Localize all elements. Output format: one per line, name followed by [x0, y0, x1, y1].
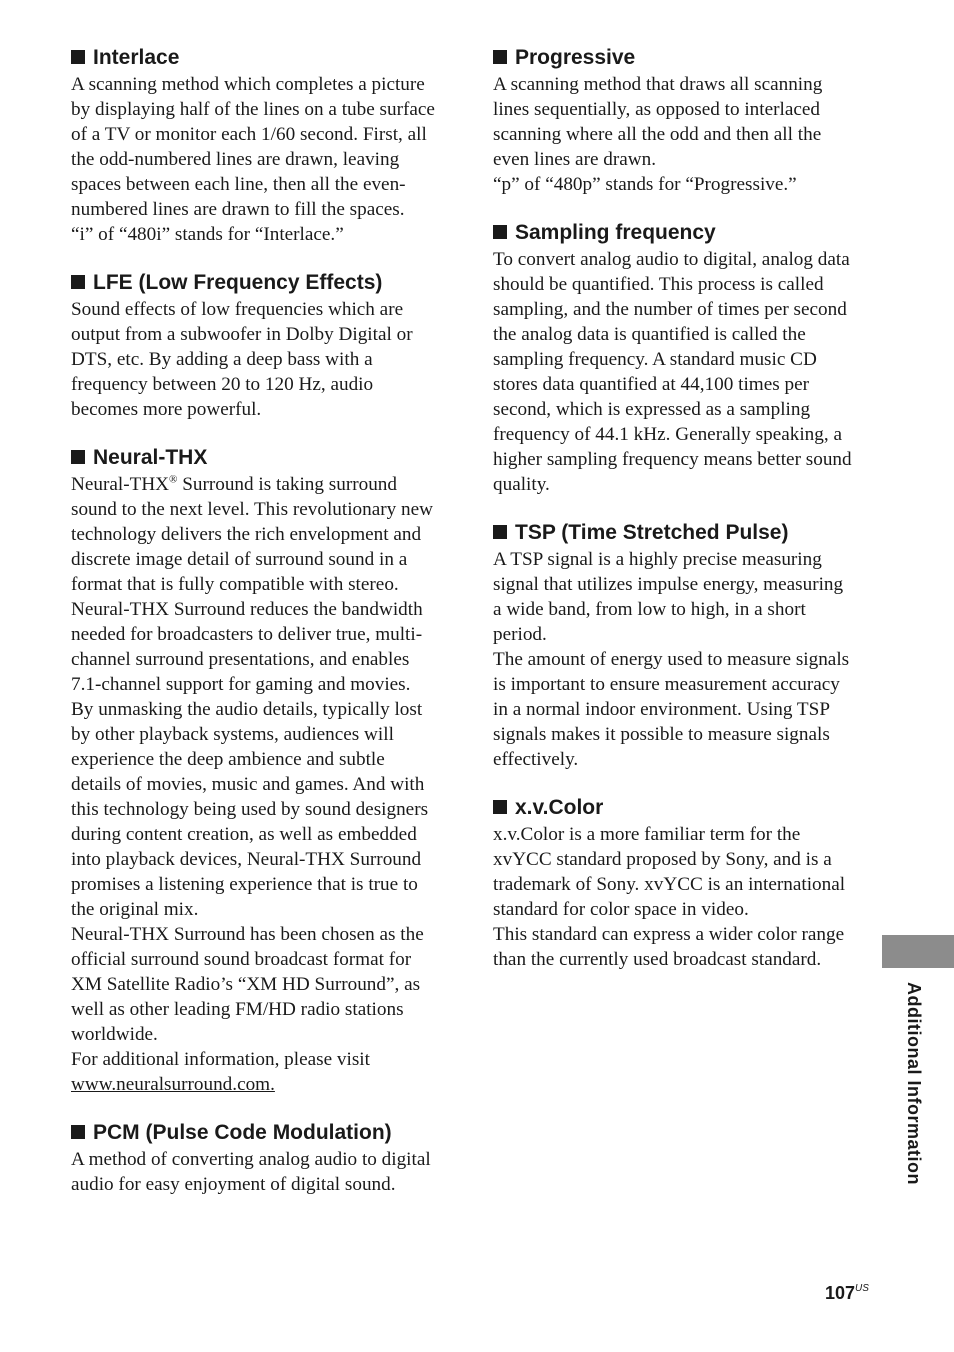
entry-neural-thx [71, 444, 451, 1097]
page-number: $107^{US}$ [825, 1283, 869, 1303]
body-line: sampling frequency. A standard music CD [493, 349, 817, 370]
entry-title: Progressive [493, 44, 873, 72]
body-line: standard for color space in video. [493, 899, 749, 920]
entry-pcm [71, 1119, 451, 1197]
entry-title: Neural-THX [71, 444, 451, 472]
body-line: details of movies, music and games. And with [71, 774, 425, 795]
body-line: A scanning method which completes a picture [71, 74, 425, 95]
body-line: lines sequentially, as opposed to interlaced [493, 99, 820, 120]
body-line: needed for broadcasters to deliver true, multi- [71, 624, 423, 645]
body-line: Neural-THX Surround reduces the bandwidth [71, 599, 423, 620]
body-line: promises a listening experience that is true to [71, 874, 418, 895]
entry-progressive [493, 44, 873, 197]
body-line: Neural-THX Surround has been chosen as the [71, 924, 424, 945]
entry-lfe [71, 269, 451, 422]
body-line: sound to the next level. This revolutionary new [71, 499, 434, 520]
body-line: in a normal indoor environment. Using TSP [493, 699, 830, 720]
body-line: 7.1-channel support for gaming and movies. [71, 674, 411, 695]
body-line: xvYCC standard proposed by Sony, and is a [493, 849, 832, 870]
body-line: signals makes it possible to measure signals [493, 724, 830, 745]
section-tab [882, 935, 954, 968]
body-line: spaces between each line, then all the even- [71, 174, 406, 195]
square-bullet-icon [493, 800, 507, 814]
body-line: To convert analog audio to digital, analog data [493, 249, 850, 270]
entry-title: TSP (Time Stretched Pulse) [493, 519, 873, 547]
body-line: becomes more powerful. [71, 399, 262, 420]
entry-body [493, 247, 873, 497]
body-line: scanning where all the odd and then all the [493, 124, 822, 145]
body-line: A method of converting analog audio to digital [71, 1149, 431, 1170]
body-line: This standard can express a wider color range [493, 924, 845, 945]
entry-title: Interlace [71, 44, 451, 72]
body-line: XM Satellite Radio’s “XM HD Surround”, as [71, 974, 421, 995]
entry-xvcolor [493, 794, 873, 972]
body-line [71, 1072, 451, 1097]
body-line: Sound effects of low frequencies which are [71, 299, 404, 320]
body-line: A scanning method that draws all scanning [493, 74, 823, 95]
entry-body [493, 822, 873, 972]
square-bullet-icon [493, 50, 507, 64]
body-line: audio for easy enjoyment of digital sound. [71, 1174, 396, 1195]
body-line: “p” of “480p” stands for “Progressive.” [493, 174, 797, 195]
square-bullet-icon [71, 1125, 85, 1139]
body-line: signal that utilizes impulse energy, measuring [493, 574, 844, 595]
body-line: the analog data is quantified is called the [493, 324, 806, 345]
right-column [493, 44, 873, 994]
entry-interlace [71, 44, 451, 247]
body-line: For additional information, please visit [71, 1049, 370, 1070]
body-line: than the currently used broadcast standard. [493, 949, 822, 970]
body-line: a wide band, from low to high, in a short [493, 599, 806, 620]
body-line: worldwide. [71, 1024, 158, 1045]
entry-body [71, 297, 451, 422]
body-line: official surround sound broadcast format for [71, 949, 412, 970]
body-line: effectively. [493, 749, 579, 770]
body-line: should be quantified. This process is called [493, 274, 824, 295]
body-line: into playback devices, Neural-THX Surround [71, 849, 422, 870]
body-line: A TSP signal is a highly precise measuring [493, 549, 822, 570]
body-line: period. [493, 624, 547, 645]
square-bullet-icon [71, 50, 85, 64]
body-line: even lines are drawn. [493, 149, 657, 170]
body-line: the odd-numbered lines are drawn, leaving [71, 149, 400, 170]
body-line: quality. [493, 474, 550, 495]
body-line: x.v.Color is a more familiar term for the [493, 824, 801, 845]
body-line: the original mix. [71, 899, 199, 920]
body-line: experience the deep ambience and subtle [71, 749, 385, 770]
entry-title: Sampling frequency [493, 219, 873, 247]
entry-body [493, 72, 873, 197]
body-line: this technology being used by sound designers [71, 799, 429, 820]
body-line: higher sampling frequency means better sound [493, 449, 852, 470]
square-bullet-icon [71, 275, 85, 289]
registered-mark: ® [169, 473, 178, 486]
entry-title: x.v.Color [493, 794, 873, 822]
body-line: of a TV or monitor each 1/60 second. First, all [71, 124, 427, 145]
body-line: well as other leading FM/HD radio stations [71, 999, 404, 1020]
body-line: frequency of 44.1 kHz. Generally speaking, a [493, 424, 842, 445]
body-line: second, which is expressed as a sampling [493, 399, 811, 420]
body-line: Neural-THX® Surround is taking surround [71, 473, 397, 495]
body-line: technology delivers the rich envelopment and [71, 524, 422, 545]
square-bullet-icon [493, 525, 507, 539]
entry-title: PCM (Pulse Code Modulation) [71, 1119, 451, 1147]
body-line: DTS, etc. By adding a deep bass with a [71, 349, 373, 370]
page-number-suffix: US [855, 1283, 869, 1294]
entry-sampling-frequency [493, 219, 873, 497]
left-column [71, 44, 451, 1219]
body-line: by other playback systems, audiences will [71, 724, 394, 745]
body-line: output from a subwoofer in Dolby Digital or [71, 324, 413, 345]
body-line: sampling, and the number of times per second [493, 299, 847, 320]
body-line: by displaying half of the lines on a tube surface [71, 99, 435, 120]
body-line: is important to ensure measurement accuracy [493, 674, 840, 695]
square-bullet-icon [493, 225, 507, 239]
body-line: trademark of Sony. xvYCC is an international [493, 874, 846, 895]
entry-title: LFE (Low Frequency Effects) [71, 269, 451, 297]
entry-body [71, 72, 451, 247]
body-line: frequency between 20 to 120 Hz, audio [71, 374, 374, 395]
entry-body [493, 547, 873, 772]
neuralsurround-link[interactable]: www.neuralsurround.com. [71, 1074, 275, 1095]
body-line: during content creation, as well as embedded [71, 824, 417, 845]
section-side-label: Additional Information [904, 982, 924, 1185]
entry-tsp [493, 519, 873, 772]
entry-body [71, 1147, 451, 1197]
body-line: stores data quantified at 44,100 times per [493, 374, 809, 395]
body-line: channel surround presentations, and enables [71, 649, 410, 670]
body-line: format that is fully compatible with stereo. [71, 574, 399, 595]
body-line: discrete image detail of surround sound in a [71, 549, 408, 570]
body-line: numbered lines are drawn to fill the spaces. [71, 199, 405, 220]
body-line: The amount of energy used to measure signals [493, 649, 850, 670]
body-line: “i” of “480i” stands for “Interlace.” [71, 224, 344, 245]
square-bullet-icon [71, 450, 85, 464]
entry-body [71, 472, 451, 1097]
body-line: By unmasking the audio details, typically lost [71, 699, 423, 720]
